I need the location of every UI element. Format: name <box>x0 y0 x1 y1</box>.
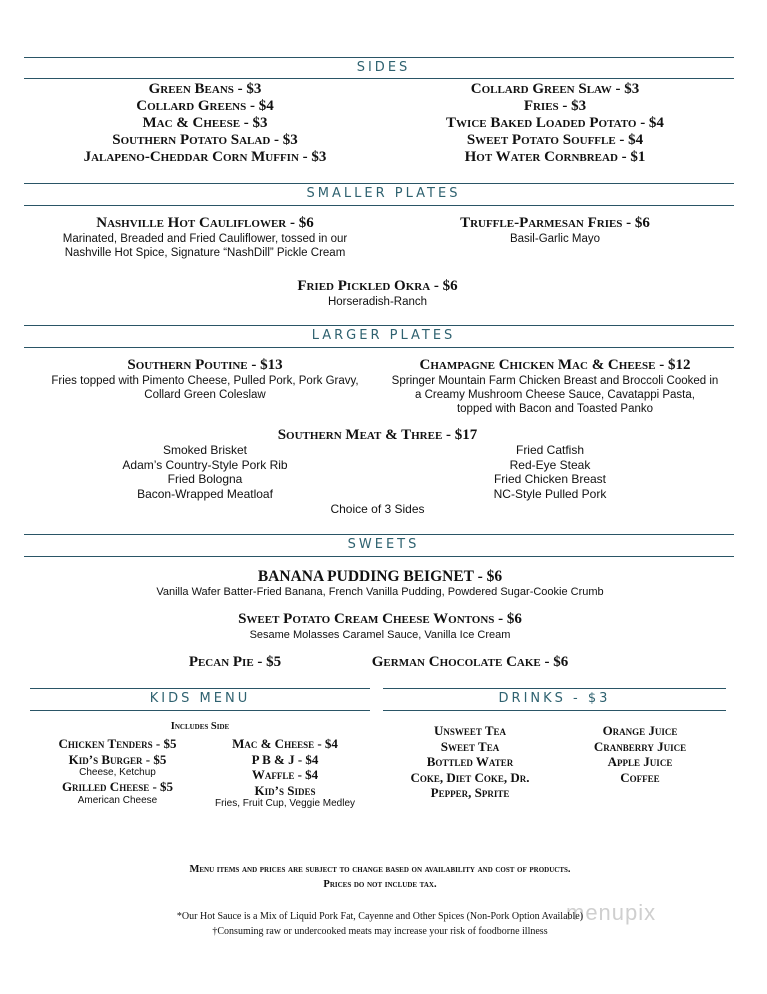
drink-item: Bottled Water <box>426 754 514 769</box>
meat-option: Fried Catfish <box>515 443 585 457</box>
kids-top-rule <box>30 688 370 689</box>
side-item: Hot Water Cornbread - $1 <box>464 149 646 165</box>
larger-plates-top-rule <box>24 325 734 326</box>
cauliflower-desc: Nashville Hot Spice, Signature “NashDill” Pickle Cream <box>64 247 346 259</box>
foodborne-warning: †Consuming raw or undercooked meats may increase your risk of foodborne illness <box>212 926 548 937</box>
german-chocolate-cake: German Chocolate Cake - $6 <box>371 654 569 670</box>
larger-plates-bottom-rule <box>24 347 734 348</box>
sides-top-rule <box>24 57 734 58</box>
side-item: Collard Green Slaw - $3 <box>470 81 640 97</box>
poutine-name: Southern Poutine - $13 <box>127 357 283 373</box>
beignet-name: BANANA PUDDING BEIGNET - $6 <box>257 568 503 585</box>
menupix-watermark: menupix <box>566 900 657 925</box>
kids-item-desc: Fries, Fruit Cup, Veggie Medley <box>214 798 356 809</box>
champagne-mac-item <box>385 357 725 416</box>
side-item: Sweet Potato Souffle - $4 <box>466 132 644 148</box>
kids-title: KIDS MENU <box>149 691 251 706</box>
kids-item: P B & J - $4 <box>251 751 319 767</box>
meat-three-choice: Choice of 3 Sides <box>330 502 425 516</box>
kids-item: Mac & Cheese - $4 <box>232 736 338 751</box>
sides-bottom-rule <box>24 78 734 79</box>
drink-item: Orange Juice <box>602 723 678 738</box>
wontons-desc: Sesame Molasses Caramel Sauce, Vanilla Ice Cream <box>249 629 511 641</box>
champagne-mac-desc: a Creamy Mushroom Cheese Sauce, Cavatappi Pasta, <box>415 389 695 401</box>
side-item: Jalapeno-Cheddar Corn Muffin - $3 <box>83 149 327 165</box>
drink-item: Unsweet Tea <box>433 723 507 738</box>
side-item: Mac & Cheese - $3 <box>142 115 268 131</box>
sweets-title: SWEETS <box>347 537 420 552</box>
poutine-desc: Collard Green Coleslaw <box>144 389 266 401</box>
smaller-plates-top-rule <box>24 183 734 184</box>
kids-item-desc: American Cheese <box>77 794 158 806</box>
drinks-right-column <box>560 723 720 785</box>
side-item: Twice Baked Loaded Potato - $4 <box>446 115 664 131</box>
drink-item: Apple Juice <box>607 754 673 769</box>
cauliflower-name: Nashville Hot Cauliflower - $6 <box>96 215 314 231</box>
drinks-bottom-rule <box>383 710 726 711</box>
okra-desc: Horseradish-Ranch <box>327 296 428 308</box>
truffle-fries-name: Truffle-Parmesan Fries - $6 <box>460 215 650 231</box>
larger-plates-title: LARGER PLATES <box>311 328 456 343</box>
pecan-pie: Pecan Pie - $5 <box>188 654 282 670</box>
kids-item: Kid’s Burger - $5 <box>68 751 167 767</box>
meat-option: Bacon-Wrapped Meatloaf <box>137 487 273 502</box>
drinks-title: DRINKS - $3 <box>498 691 611 706</box>
champagne-mac-desc: topped with Bacon and Toasted Panko <box>456 403 654 415</box>
price-disclaimer: Menu items and prices are subject to change based on availability and cost of products. <box>189 864 571 875</box>
meat-option: Smoked Brisket <box>162 443 248 457</box>
kids-item-desc: Cheese, Ketchup <box>79 767 156 778</box>
side-item: Fries - $3 <box>523 98 587 114</box>
meat-option: Fried Chicken Breast <box>493 472 607 487</box>
truffle-fries-item <box>400 215 710 246</box>
side-item: Collard Greens - $4 <box>136 98 274 114</box>
drink-item: Cranberry Juice <box>593 738 687 754</box>
smaller-plates-bottom-rule <box>24 205 734 206</box>
meat-option: Fried Bologna <box>167 472 243 487</box>
okra-name: Fried Pickled Okra - $6 <box>297 278 458 294</box>
drinks-top-rule <box>383 688 726 689</box>
meat-three-name: Southern Meat & Three - $17 <box>277 427 478 443</box>
kids-item: Waffle - $4 <box>251 767 319 782</box>
sides-title: SIDES <box>356 60 411 75</box>
sides-right-column <box>400 81 710 166</box>
kids-item: Chicken Tenders - $5 <box>58 736 177 751</box>
drink-item: Coffee <box>620 769 660 785</box>
truffle-fries-desc: Basil-Garlic Mayo <box>509 233 601 245</box>
drink-item: Sweet Tea <box>440 738 500 754</box>
wontons-name: Sweet Potato Cream Cheese Wontons - $6 <box>238 611 522 627</box>
champagne-mac-name: Champagne Chicken Mac & Cheese - $12 <box>419 357 691 373</box>
meat-option: NC-Style Pulled Pork <box>493 487 607 502</box>
kids-item: Kid’s Sides <box>254 782 316 798</box>
drinks-left-column <box>380 723 560 801</box>
drink-item: Pepper, Sprite <box>430 785 510 800</box>
sides-left-column <box>40 81 370 166</box>
wontons-item <box>150 611 610 642</box>
poutine-item <box>20 357 390 402</box>
meat-three-right-column <box>420 443 680 502</box>
sweets-bottom-rule <box>24 556 734 557</box>
poutine-desc: Fries topped with Pimento Cheese, Pulled Pork, Pork Gravy, <box>51 375 359 387</box>
drink-item: Coke, Diet Coke, Dr. <box>410 769 530 785</box>
smaller-plates-title: SMALLER PLATES <box>306 186 461 201</box>
side-item: Green Beans - $3 <box>148 81 262 97</box>
tax-disclaimer: Prices do not include tax. <box>323 879 437 890</box>
beignet-item <box>100 568 660 599</box>
cauliflower-desc: Marinated, Breaded and Fried Cauliflower, tossed in our <box>62 233 348 245</box>
champagne-mac-desc: Springer Mountain Farm Chicken Breast and Broccoli Cooked in <box>391 375 719 387</box>
sweets-top-rule <box>24 534 734 535</box>
meat-three-left-column <box>55 443 355 502</box>
cauliflower-item <box>20 215 390 260</box>
kids-item: Grilled Cheese - $5 <box>61 779 174 794</box>
kids-left-column <box>30 736 205 807</box>
meat-option: Red-Eye Steak <box>509 457 591 472</box>
okra-item <box>200 278 555 309</box>
beignet-desc: Vanilla Wafer Batter-Fried Banana, French Vanilla Pudding, Powdered Sugar-Cookie Crumb <box>156 586 604 598</box>
meat-option: Adam’s Country-Style Pork Rib <box>122 457 288 472</box>
kids-bottom-rule <box>30 710 370 711</box>
hot-sauce-note: *Our Hot Sauce is a Mix of Liquid Pork Fat, Cayenne and Other Spices (Non-Pork Option Available) <box>176 911 584 922</box>
kids-includes-side: Includes Side <box>170 721 230 732</box>
kids-right-column <box>200 736 370 810</box>
side-item: Southern Potato Salad - $3 <box>112 132 298 148</box>
